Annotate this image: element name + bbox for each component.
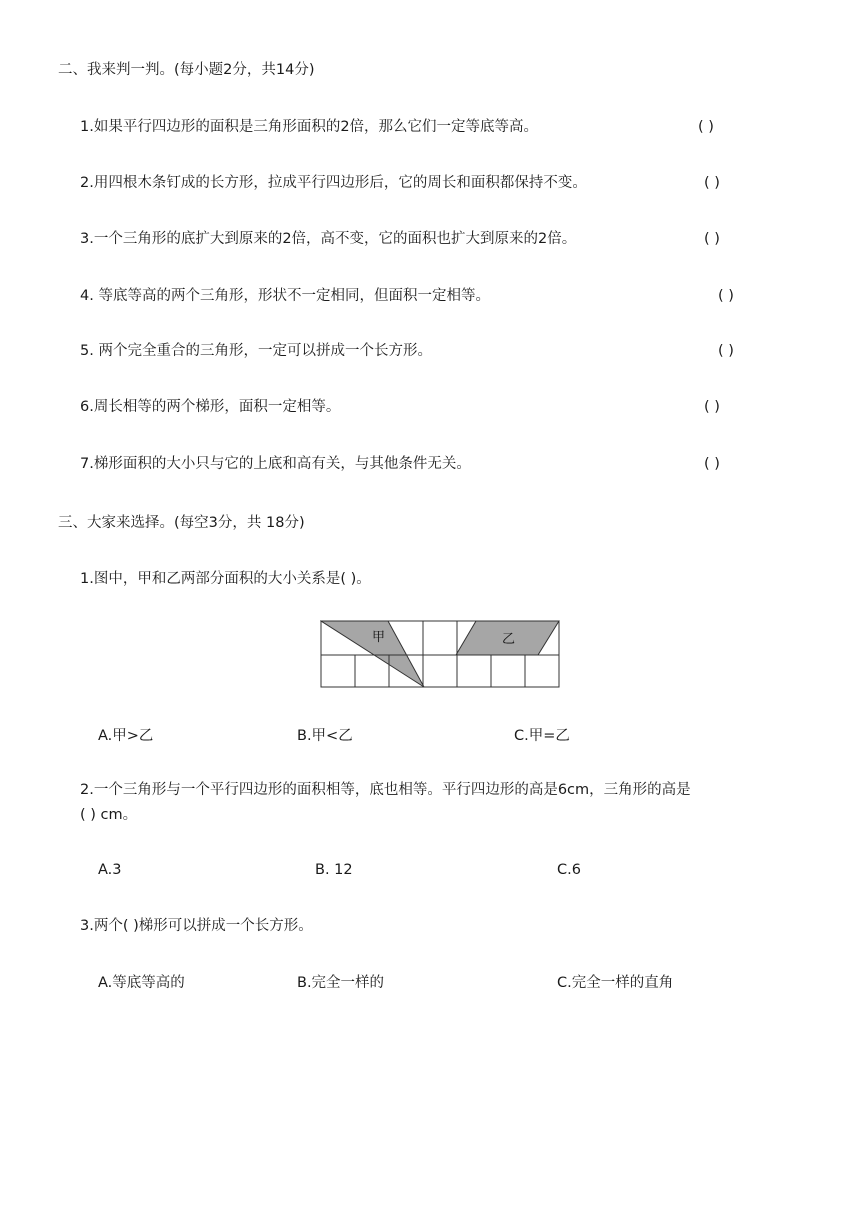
q1-option-b[interactable]: B.甲<乙 bbox=[297, 728, 353, 744]
q2-option-c[interactable]: C.6 bbox=[557, 862, 581, 878]
answer-blank-2[interactable]: ( ) bbox=[704, 175, 720, 191]
answer-blank-7[interactable]: ( ) bbox=[704, 456, 720, 472]
judgement-item-2: 2.用四根木条钉成的长方形，拉成平行四边形后，它的周长和面积都保持不变。 bbox=[80, 175, 587, 191]
q3-option-a[interactable]: A.等底等高的 bbox=[98, 975, 185, 991]
section3-heading: 三、大家来选择。(每空3分，共 18分) bbox=[58, 515, 305, 531]
judgement-item-1: 1.如果平行四边形的面积是三角形面积的2倍，那么它们一定等底等高。 bbox=[80, 119, 539, 135]
judgement-item-7: 7.梯形面积的大小只与它的上底和高有关，与其他条件无关。 bbox=[80, 456, 471, 472]
judgement-item-3: 3.一个三角形的底扩大到原来的2倍，高不变，它的面积也扩大到原来的2倍。 bbox=[80, 231, 577, 247]
answer-blank-3[interactable]: ( ) bbox=[704, 231, 720, 247]
q3-option-c[interactable]: C.完全一样的直角 bbox=[557, 975, 674, 991]
question-1-text: 1.图中，甲和乙两部分面积的大小关系是( )。 bbox=[80, 571, 371, 587]
answer-blank-1[interactable]: ( ) bbox=[698, 119, 714, 135]
grid-figure bbox=[320, 618, 562, 690]
q3-option-b[interactable]: B.完全一样的 bbox=[297, 975, 385, 991]
answer-blank-4[interactable]: ( ) bbox=[718, 288, 734, 304]
question-2-line-1: 2.一个三角形与一个平行四边形的面积相等，底也相等。平行四边形的高是6cm，三角形的高是 bbox=[80, 782, 691, 798]
judgement-item-4: 4. 等底等高的两个三角形，形状不一定相同，但面积一定相等。 bbox=[80, 288, 490, 304]
judgement-item-6: 6.周长相等的两个梯形，面积一定相等。 bbox=[80, 399, 341, 415]
question-3-text: 3.两个( )梯形可以拼成一个长方形。 bbox=[80, 918, 313, 934]
section2-heading: 二、我来判一判。(每小题2分，共14分) bbox=[58, 62, 315, 78]
label-jia: 甲 bbox=[372, 630, 386, 645]
q2-option-b[interactable]: B. 12 bbox=[315, 862, 353, 878]
q1-option-c[interactable]: C.甲=乙 bbox=[514, 728, 570, 744]
question-2-line-2: ( ) cm。 bbox=[80, 807, 138, 823]
answer-blank-5[interactable]: ( ) bbox=[718, 343, 734, 359]
judgement-item-5: 5. 两个完全重合的三角形，一定可以拼成一个长方形。 bbox=[80, 343, 432, 359]
answer-blank-6[interactable]: ( ) bbox=[704, 399, 720, 415]
q2-option-a[interactable]: A.3 bbox=[98, 862, 122, 878]
q1-option-a[interactable]: A.甲>乙 bbox=[98, 728, 154, 744]
label-yi: 乙 bbox=[502, 632, 516, 647]
